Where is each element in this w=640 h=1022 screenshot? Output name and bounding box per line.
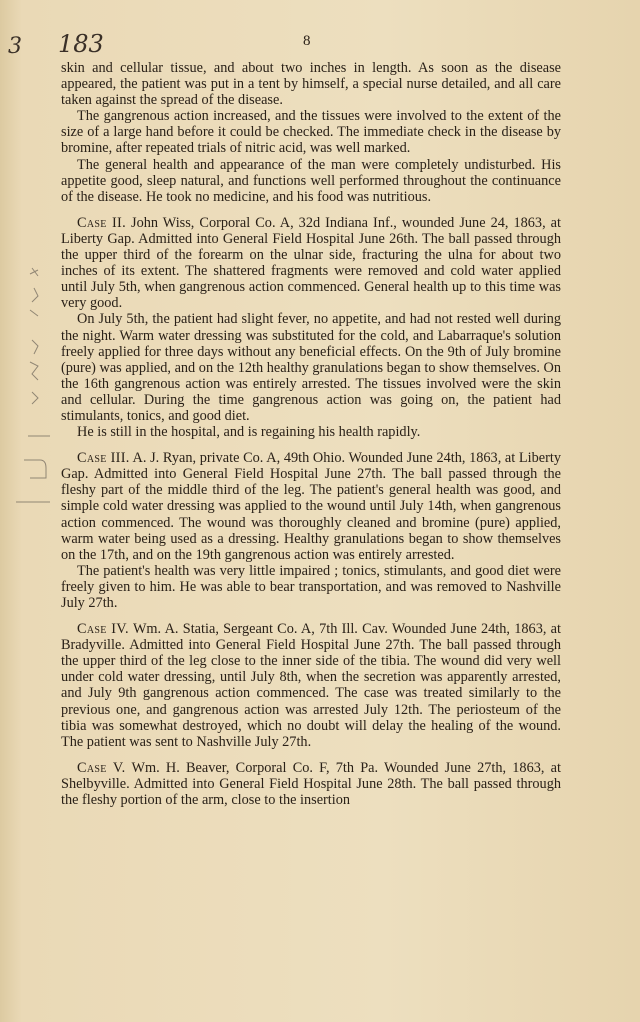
handwritten-mark: 3 [8,34,22,59]
case-3-paragraph [61,450,561,563]
paragraph: On July 5th, the patient had slight fever, no appetite, and had not rested well during the night. Warm water dressing was substituted for the cold, and Labarraque's solution freely applied for three days without any beneficial effects. On the 9th of July bromine (pure) was applied, and on the 12th healthy granulations began to show themselves. On the 16th gangrenous action was entirely arrested. The tissues involved were the skin and cellular. During the time gangrenous action was going on, the patient had stimulants, tonics, and good diet. [61,311,561,424]
paragraph: skin and cellular tissue, and about two inches in length. As soon as the disease appeared, the patient was put in a tent by himself, a special nurse detailed, and all care taken against the spread of the disease. [61,60,561,109]
page-number: 8 [303,33,311,49]
margin-pencil-marks [10,262,50,512]
case-4-paragraph [61,621,561,750]
body-text [61,60,561,808]
case-heading: Case V. [77,759,126,776]
handwritten-note: 183 [58,30,104,58]
paragraph: He is still in the hospital, and is regaining his health rapidly. [77,424,421,441]
case-text: John Wiss, Corporal Co. A, 32d Indiana Inf., wounded June 24, 1863, at Liberty Gap. Admitted into General Field Hospital June 26th. The ball passed through the upper third of the forearm on the ulnar side, fracturing the ulna for about two inches of its extent. The shattered fragments were removed and cold water applied until July 5th, when gangrenous action commenced. General health up to this time was very good. [61,214,562,312]
case-text: A. J. Ryan, private Co. A, 49th Ohio. Wounded June 24th, 1863, at Liberty Gap. Admitted into General Field Hospital June 27th. The ball passed through the fleshy part of the middle third of the leg. The patient's general health was good, and simple cold water dressing was applied to the wound until July 14th, when gangrenous action commenced. The wound was thoroughly cleaned and bromine (pure) applied, warm water being used as a dressing. Healthy granulations began to show themselves on the 17th, and on the 19th gangrenous action was entirely arrested. [61,450,561,563]
case-text: Wm. A. Statia, Sergeant Co. A, 7th Ill. Cav. Wounded June 24th, 1863, at Bradyville. Admitted into General Field Hospital June 27th. The ball passed through the upper third of the leg close to the inner side of the tibia. The wound did very well under cold water dressing, until July 8th, when the secretion was apparently arrested, and July 9th gangrenous action commenced. The case was treated similarly to the previous one, and gangrenous action was arrested July 12th. The periosteum of the tibia was somewhat destroyed, which no doubt will delay the healing of the wound. The patient was sent to Nashville July 27th. [61,621,561,750]
case-heading: Case III. [77,450,130,467]
case-heading: Case II. [77,214,126,231]
paragraph: The general health and appearance of the man were completely undisturbed. His appetite good, sleep natural, and functions well performed throughout the continuance of the disease. He took no medicine, and his food was nutritious. [61,156,561,205]
case-heading: Case IV. [77,621,129,638]
case-text: Wm. H. Beaver, Corporal Co. F, 7th Pa. Wounded June 27th, 1863, at Shelbyville. Admitted into General Field Hospital June 28th. The ball passed through the fleshy portion of the arm, close to the insertion [61,759,561,809]
paragraph: The patient's health was very little impaired ; tonics, stimulants, and good diet were freely given to him. He was able to bear transportation, and was removed to Nashville July 27th. [61,562,561,611]
case-2-paragraph [61,215,561,312]
paragraph: The gangrenous action increased, and the tissues were involved to the extent of the size of a large hand before it could be checked. The immediate check in the disease by bromine, after repeated trials of nitric acid, was well marked. [61,108,561,157]
case-5-paragraph [61,760,561,808]
